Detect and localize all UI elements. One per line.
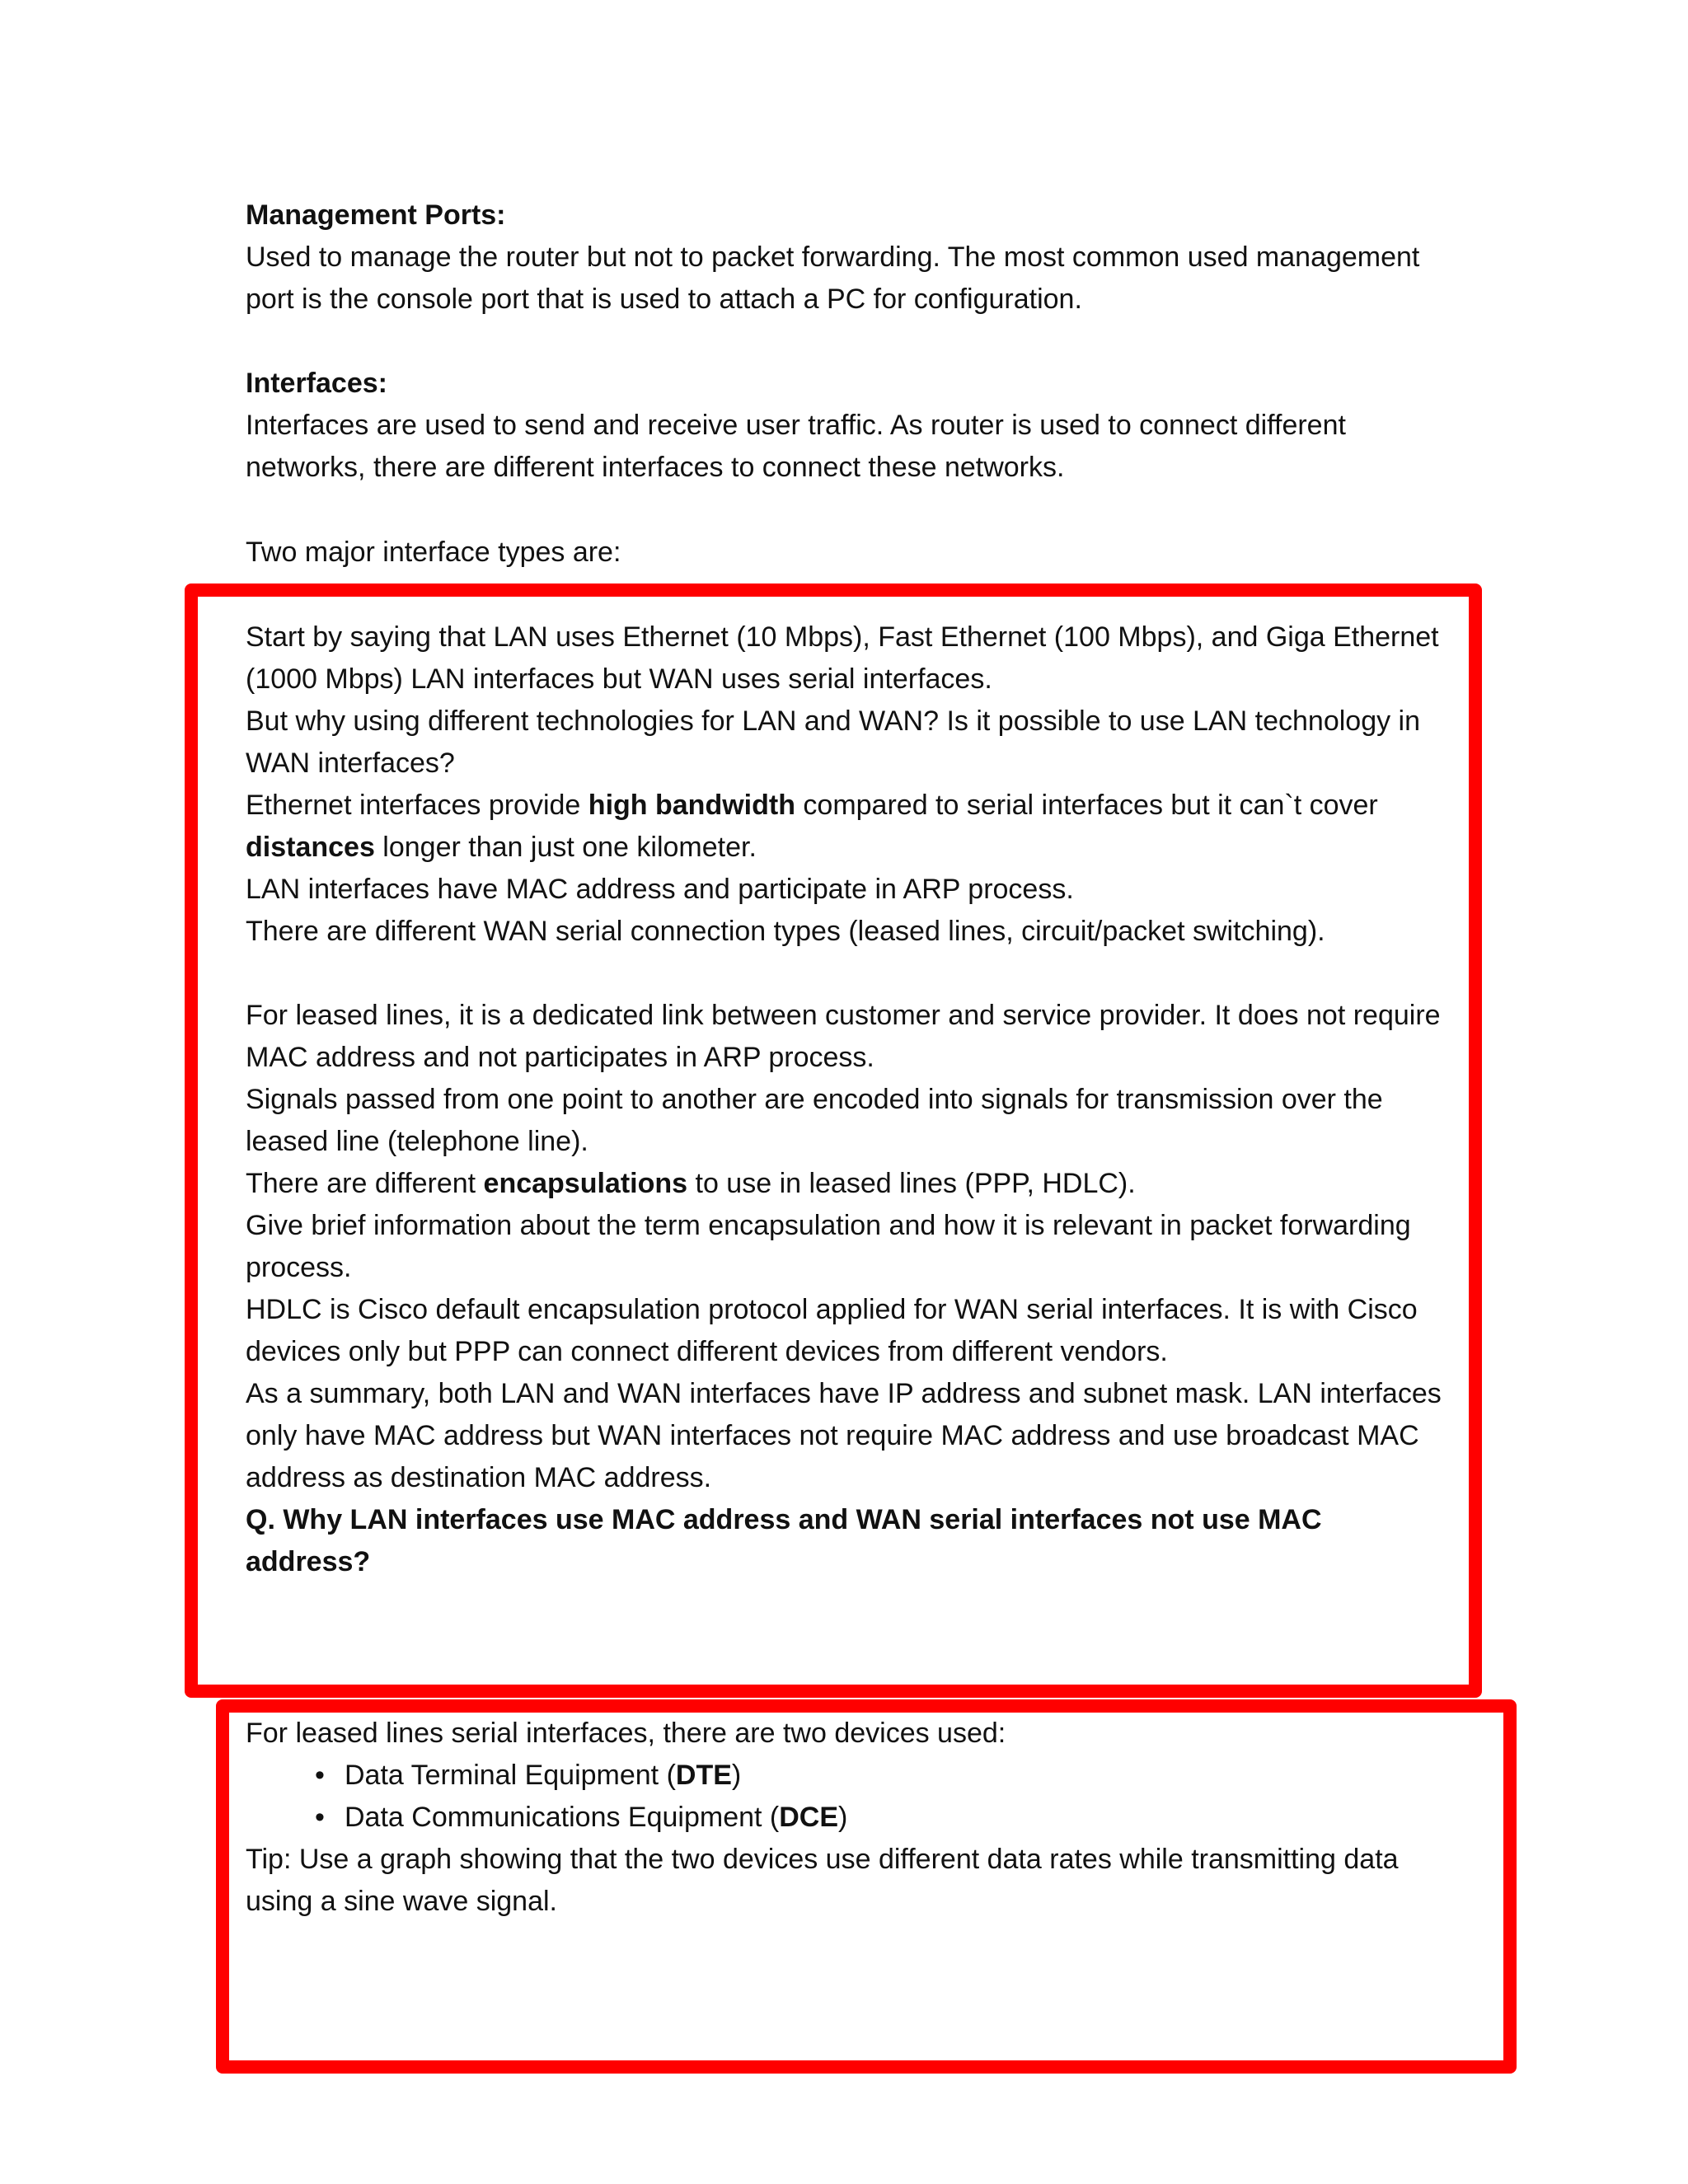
lan-wan-p7-line-2: leased line (telephone line).: [246, 1126, 588, 1157]
lan-wan-section: [246, 616, 1449, 1583]
paragraph-spacer: [246, 953, 1449, 995]
lan-wan-p3-line-2: [246, 827, 1449, 869]
lan-wan-p7-line-1: Signals passed from one point to another are encoded into signals for transmission over the: [246, 1084, 1383, 1115]
lan-wan-p2-line-1: But why using different technologies for LAN and WAN? Is it possible to use LAN technology in: [246, 705, 1421, 737]
dce-text-a: Data Communications Equipment (: [345, 1802, 780, 1833]
bullet-icon: •: [315, 1760, 325, 1791]
lan-wan-p10-line-1: HDLC is Cisco default encapsulation protocol applied for WAN serial interfaces. It is with Cisco: [246, 1294, 1418, 1325]
lan-wan-p3-text-e: longer than just one kilometer.: [374, 832, 757, 863]
lan-wan-p11-line-2: only have MAC address but WAN interfaces not require MAC address and use broadcast MAC: [246, 1420, 1419, 1451]
interfaces-line-2: networks, there are different interfaces to connect these networks.: [246, 452, 1065, 483]
lan-wan-p11-line-3: address as destination MAC address.: [246, 1462, 712, 1493]
bullet-icon: •: [315, 1802, 325, 1833]
list-item-dte: [246, 1755, 1449, 1797]
dte-text-c: ): [731, 1760, 742, 1791]
interfaces-line-1: Interfaces are used to send and receive user traffic. As router is used to connect different: [246, 410, 1346, 441]
lan-wan-p1-line-2: (1000 Mbps) LAN interfaces but WAN uses serial interfaces.: [246, 663, 992, 695]
tip-line-2: using a sine wave signal.: [246, 1886, 558, 1917]
interfaces-section: [246, 363, 1449, 489]
serial-devices-section: [246, 1713, 1449, 1923]
dce-text-c: ): [838, 1802, 848, 1833]
lan-wan-p1-line-1: Start by saying that LAN uses Ethernet (10 Mbps), Fast Ethernet (100 Mbps), and Giga Ethernet: [246, 621, 1439, 653]
management-ports-section: [246, 194, 1449, 321]
dte-text-a: Data Terminal Equipment (: [345, 1760, 676, 1791]
lan-wan-p3-text-c: compared to serial interfaces but it can`t cover: [795, 790, 1378, 821]
lan-wan-p9-line-1: Give brief information about the term encapsulation and how it is relevant in packet forwarding: [246, 1210, 1411, 1241]
lan-wan-p4: LAN interfaces have MAC address and participate in ARP process.: [246, 874, 1074, 905]
lan-wan-p8-text-c: to use in leased lines (PPP, HDLC).: [687, 1168, 1136, 1199]
lan-wan-p5: There are different WAN serial connection types (leased lines, circuit/packet switching).: [246, 916, 1325, 947]
lan-wan-p8: [246, 1163, 1449, 1205]
serial-devices-list: [246, 1755, 1449, 1839]
dte-term: DTE: [675, 1760, 732, 1791]
lan-wan-p9-line-2: process.: [246, 1252, 352, 1283]
interface-types-intro-text: Two major interface types are:: [246, 537, 621, 568]
management-ports-heading: Management Ports:: [246, 199, 506, 231]
dce-term: DCE: [779, 1802, 839, 1833]
interface-types-intro: [246, 532, 1449, 574]
lan-wan-p3-text-a: Ethernet interfaces provide: [246, 790, 588, 821]
lan-wan-p6-line-1: For leased lines, it is a dedicated link between customer and service provider. It does not require: [246, 1000, 1441, 1031]
lan-wan-p3-line-1: [246, 785, 1449, 827]
lan-wan-p6-line-2: MAC address and not participates in ARP process.: [246, 1042, 874, 1073]
mac-address-question: Q. Why LAN interfaces use MAC address and WAN serial interfaces not use MAC address?: [246, 1504, 1322, 1577]
distances-term: distances: [246, 832, 375, 863]
lan-wan-p2-line-2: WAN interfaces?: [246, 748, 455, 779]
encapsulations-term: encapsulations: [483, 1168, 688, 1199]
management-ports-line-1: Used to manage the router but not to packet forwarding. The most common used management: [246, 241, 1420, 273]
lan-wan-p10-line-2: devices only but PPP can connect different devices from different vendors.: [246, 1336, 1168, 1367]
high-bandwidth-term: high bandwidth: [588, 790, 795, 821]
serial-devices-intro: For leased lines serial interfaces, there are two devices used:: [246, 1718, 1006, 1749]
lan-wan-p11-line-1: As a summary, both LAN and WAN interfaces have IP address and subnet mask. LAN interfaces: [246, 1378, 1442, 1409]
tip-line-1: Tip: Use a graph showing that the two devices use different data rates while transmitting data: [246, 1844, 1399, 1875]
lan-wan-p8-text-a: There are different: [246, 1168, 484, 1199]
list-item-dce: [246, 1797, 1449, 1839]
interfaces-heading: Interfaces:: [246, 368, 387, 399]
management-ports-line-2: port is the console port that is used to attach a PC for configuration.: [246, 284, 1082, 315]
